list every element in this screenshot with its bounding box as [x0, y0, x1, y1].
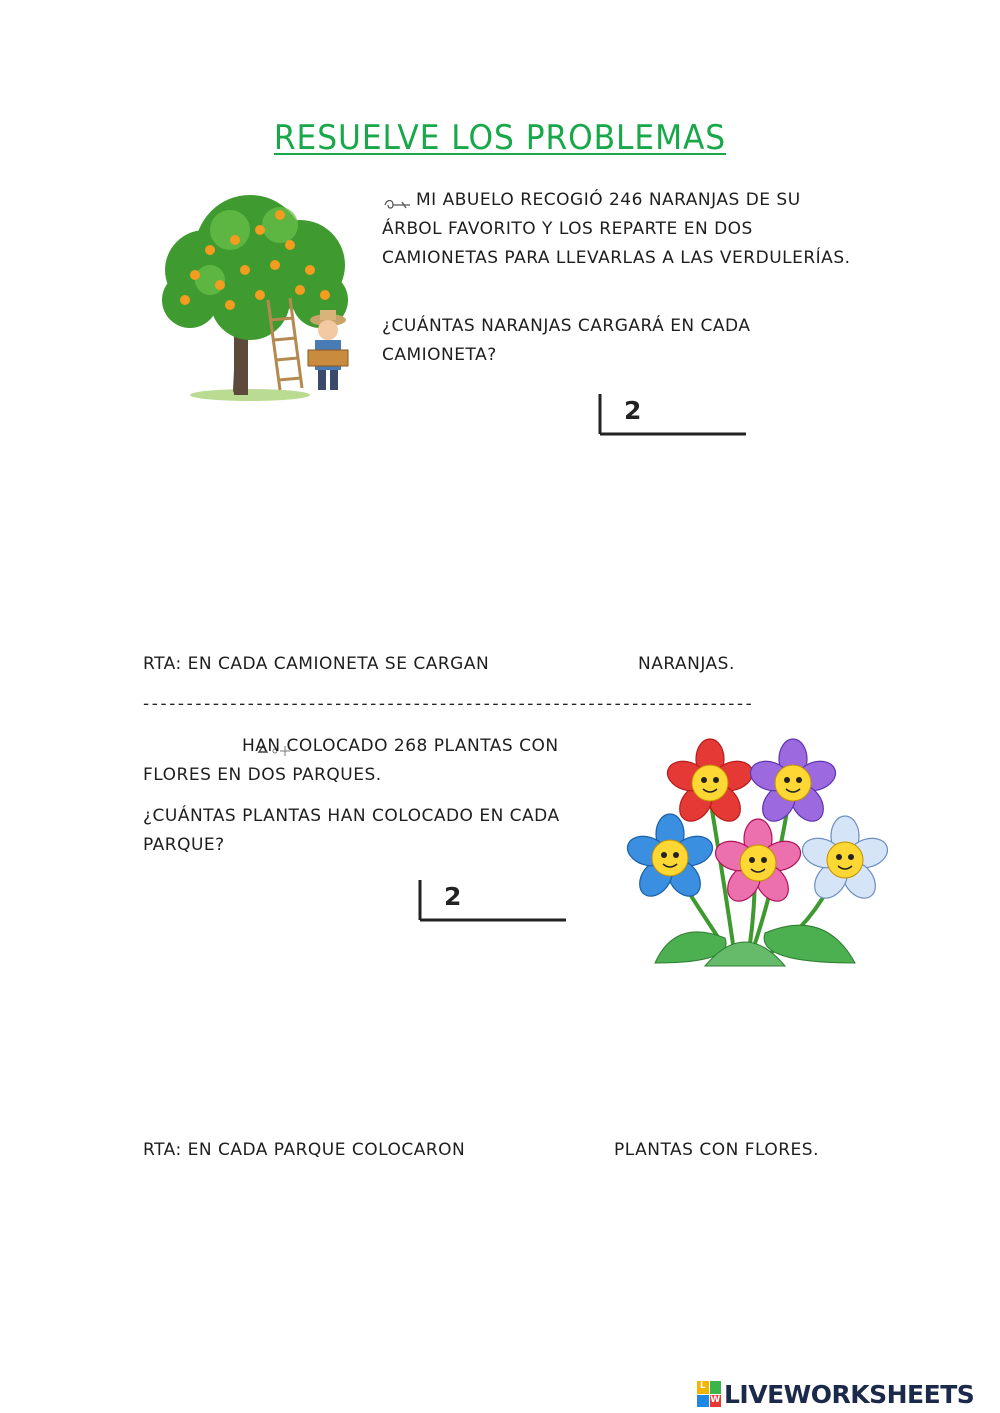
- recycle-icon: [200, 739, 238, 753]
- divisor-1: 2: [624, 396, 642, 425]
- dashed-separator: ----------------------------------------------------------------------: [143, 694, 755, 714]
- swirl-icon: [382, 193, 412, 207]
- answer2-prefix: RTA: EN CADA PARQUE COLOCARON: [143, 1140, 466, 1160]
- division-box-1[interactable]: [598, 394, 748, 436]
- problem1-statement-block: [382, 186, 852, 273]
- brand-name: LIVEWORKSHEETS: [724, 1379, 975, 1409]
- logo-letter: W: [710, 1395, 722, 1408]
- problem2-question: ¿CUÁNTAS PLANTAS HAN COLOCADO EN CADA PARQUE?: [143, 806, 560, 855]
- problem2-statement-block: [143, 732, 593, 790]
- logo-mark-icon: [697, 1381, 721, 1407]
- answer2-suffix: PLANTAS CON FLORES.: [614, 1140, 819, 1160]
- orange-tree-illustration: [150, 190, 360, 405]
- page-title: RESUELVE LOS PROBLEMAS: [273, 118, 727, 158]
- answer1-input[interactable]: [520, 652, 630, 678]
- division-box-2[interactable]: [418, 880, 568, 922]
- problem2-statement: HAN COLOCADO 268 PLANTAS CON FLORES EN DOS PARQUES.: [143, 736, 559, 785]
- problem1-statement: MI ABUELO RECOGIÓ 246 NARANJAS DE SU ÁRBOL FAVORITO Y LOS REPARTE EN DOS CAMIONETAS PARA LLEVARLAS A LAS VERDULERÍAS.: [382, 190, 851, 268]
- answer1-prefix: RTA: EN CADA CAMIONETA SE CARGAN: [143, 654, 490, 674]
- problem1-question: ¿CUÁNTAS NARANJAS CARGARÁ EN CADA CAMIONETA?: [382, 316, 751, 365]
- answer2-input[interactable]: [490, 1138, 605, 1164]
- divisor-2: 2: [444, 882, 462, 911]
- smiling-flowers-illustration: [615, 738, 895, 983]
- liveworksheets-logo: [697, 1378, 997, 1410]
- answer1-suffix: NARANJAS.: [638, 654, 735, 674]
- logo-letter: L: [697, 1381, 709, 1394]
